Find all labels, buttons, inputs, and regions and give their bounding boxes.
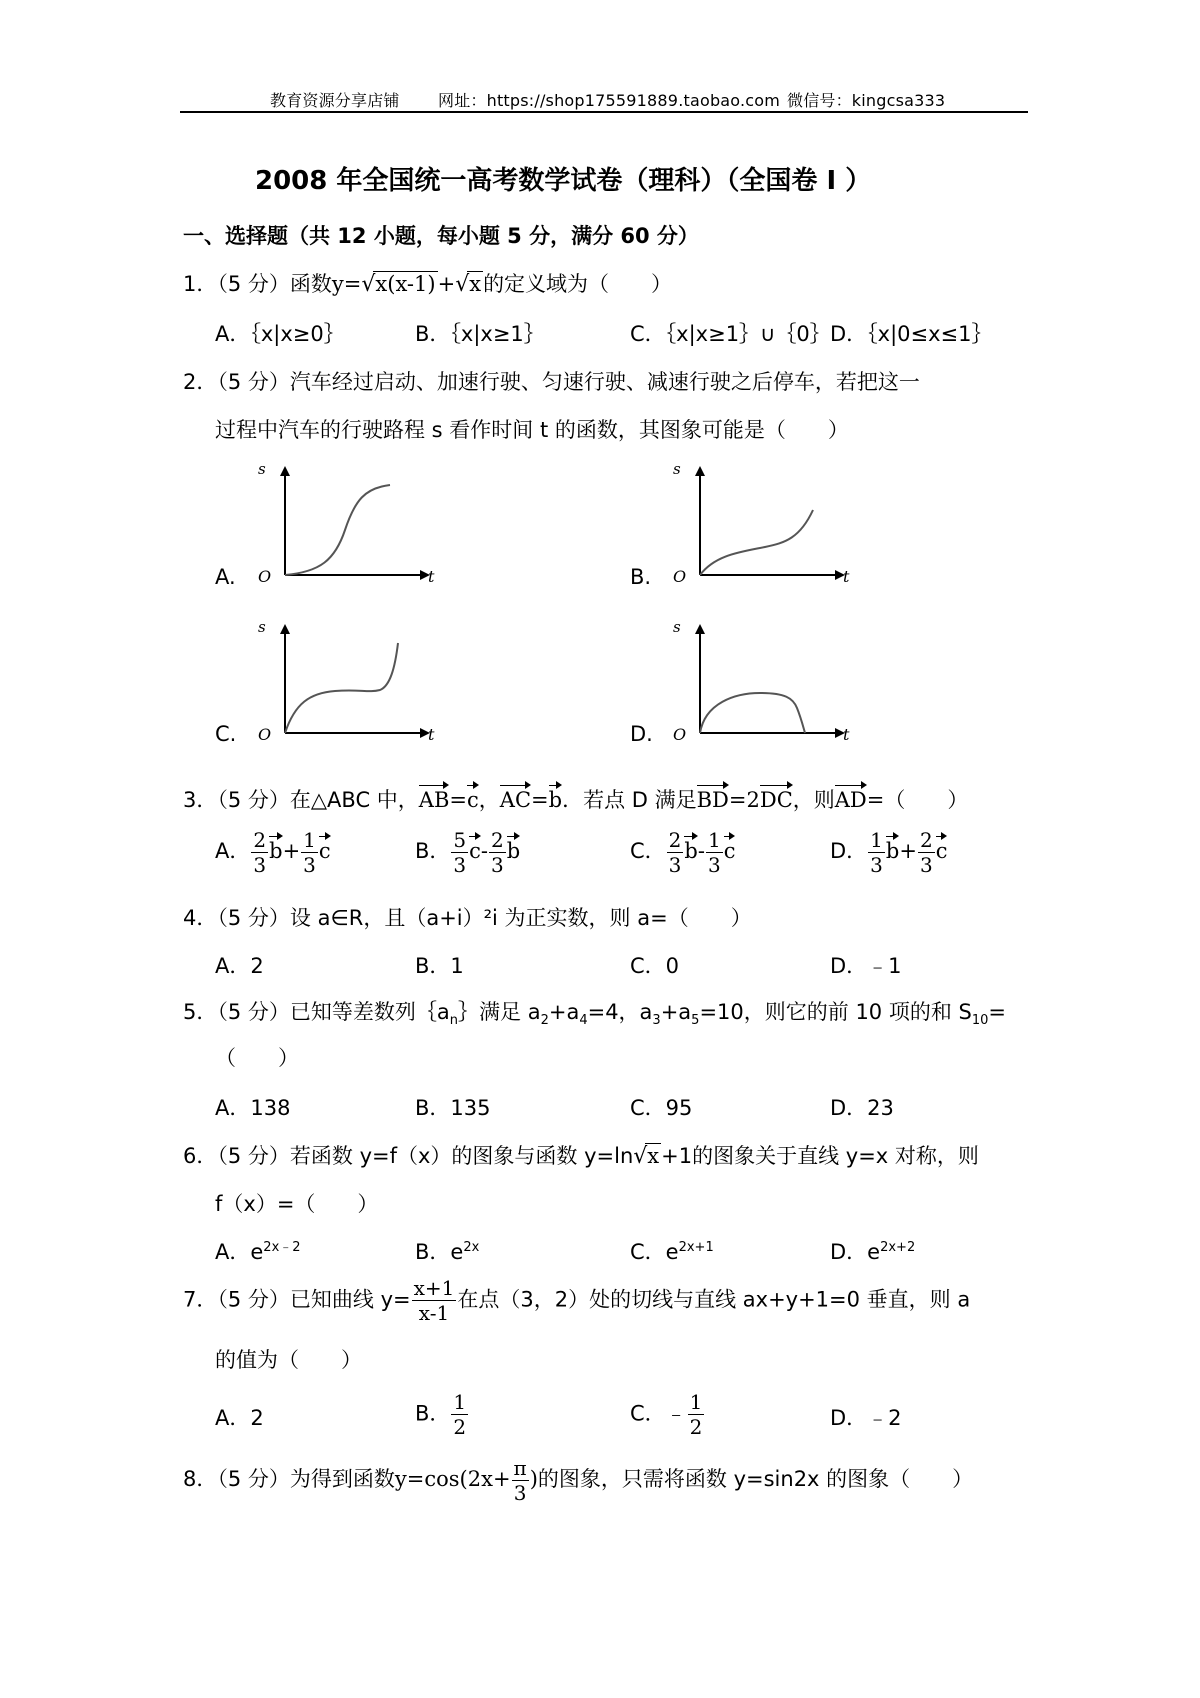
- q2a-s-label: s: [258, 460, 266, 478]
- q2b-t-label: t: [843, 567, 850, 586]
- question-8: [183, 1458, 973, 1503]
- q1-option-c[interactable]: C．｛x|x≥1｝∪｛0｝: [630, 322, 831, 346]
- page-title: 2008 年全国统一高考数学试卷（理科）（全国卷 I ）: [255, 166, 872, 196]
- q3-option-c[interactable]: C． $\frac{2}{3}$ b- $\frac{1}{3}$ c: [630, 828, 736, 877]
- q7-suffix: 在点（3，2）处的切线与直线 ax+y+1=0 垂直，则 a: [457, 1287, 971, 1312]
- q2b-origin: O: [673, 567, 687, 586]
- q2-graph-d[interactable]: [665, 618, 855, 748]
- q6-prefix: 6．（5 分）若函数 y=f（x）的图象与函数 y=ln: [183, 1144, 634, 1168]
- q7-option-a[interactable]: A．2: [215, 1406, 264, 1430]
- q2c-origin: O: [258, 725, 272, 744]
- q3-prefix: 3．（5 分）在△ABC 中，: [183, 788, 419, 812]
- q6-option-a[interactable]: A．$e^{2x﹣2}$: [215, 1240, 301, 1264]
- q2c-t-label: t: [428, 725, 435, 744]
- q8-formula: y=cos(2x+ $\frac{\pi}{3}$ ): [394, 1456, 538, 1505]
- q2c-s-label: s: [258, 618, 266, 636]
- q2-option-d-label[interactable]: D.: [630, 722, 653, 746]
- q4-option-a[interactable]: A．2: [215, 954, 264, 978]
- q2-option-c-label[interactable]: C.: [215, 722, 237, 746]
- q2-line1: 2．（5 分）汽车经过启动、加速行驶、匀速行驶、减速行驶之后停车，若把这一: [183, 370, 920, 394]
- q3-option-a[interactable]: A． $\frac{2}{3}$ b+ $\frac{1}{3}$ c: [215, 828, 331, 877]
- q2-option-a-label[interactable]: A.: [215, 565, 236, 589]
- q2a-origin: O: [258, 567, 272, 586]
- q5-option-c[interactable]: C．95: [630, 1096, 693, 1120]
- question-3: 3．（5 分）在△ABC 中，AB=c，AC=b．若点 D 满足BD=2DC，则AD=（ ）: [183, 788, 969, 812]
- q3-mid: ．若点 D 满足: [562, 788, 697, 812]
- question-7: [183, 1278, 970, 1323]
- q8-prefix: 8．（5 分）为得到函数: [183, 1467, 395, 1491]
- q8-suffix: 的图象，只需将函数 y=sin2x 的图象（ ）: [537, 1467, 974, 1491]
- q3-tail: （ ）: [884, 788, 969, 812]
- q1-prefix: 1．（5 分）函数: [183, 272, 332, 296]
- q5-option-b[interactable]: B．135: [415, 1096, 491, 1120]
- q2d-t-label: t: [843, 725, 850, 744]
- question-1: [183, 268, 672, 298]
- q7-fraction: $\frac{x+1}{x-1}$: [413, 1276, 455, 1325]
- section-heading: 一、选择题（共 12 小题，每小题 5 分，满分 60 分）: [183, 224, 699, 248]
- q3-end: ，则: [792, 788, 835, 812]
- q6-option-b[interactable]: B．$e^{2x}$: [415, 1240, 480, 1264]
- header-wechat: 微信号：kingcsa333: [787, 91, 946, 110]
- header-rule: [180, 111, 1028, 113]
- q2-graph-c[interactable]: [250, 618, 440, 748]
- q2b-s-label: s: [673, 460, 681, 478]
- q7-prefix: 7．（5 分）已知曲线 y=: [183, 1287, 411, 1312]
- q6-line2: f（x）=（ ）: [215, 1192, 379, 1216]
- question-4: 4．（5 分）设 a∈R，且（a+i）²i 为正实数，则 a=（ ）: [183, 906, 752, 930]
- q6-option-d[interactable]: D．$e^{2x+2}$: [830, 1240, 916, 1264]
- header-shop: 教育资源分享店铺: [270, 91, 400, 110]
- q1-option-d[interactable]: D．｛x|0≤x≤1｝: [830, 322, 993, 346]
- q5-line2: （ ）: [215, 1046, 299, 1070]
- header-url[interactable]: 网址：https://shop175591889.taobao.com: [438, 91, 781, 110]
- question-6: 6．（5 分）若函数 y=f（x）的图象与函数 y=ln√x+1的图象关于直线 y=x 对称，则: [183, 1144, 979, 1169]
- q1-formula: y=√x(x-1)+√x: [331, 272, 482, 297]
- q7-option-d[interactable]: D．﹣2: [830, 1406, 902, 1430]
- q6-option-c[interactable]: C．$e^{2x+1}$: [630, 1240, 714, 1264]
- question-5: 5．（5 分）已知等差数列$\{a_n\}$满足 $a_2+a_4=4$，$a_3+a_5=10$，则它的前 10 项的和 $S_{10}=$: [183, 1000, 1007, 1029]
- q5-option-a[interactable]: A．138: [215, 1096, 291, 1120]
- q7-option-b[interactable]: B． $\frac{1}{2}$: [415, 1390, 467, 1439]
- q2a-t-label: t: [428, 567, 435, 586]
- q2d-origin: O: [673, 725, 687, 744]
- q2-option-b-label[interactable]: B.: [630, 565, 652, 589]
- q2d-s-label: s: [673, 618, 681, 636]
- q5-option-d[interactable]: D．23: [830, 1096, 894, 1120]
- q1-option-a[interactable]: A．｛x|x≥0｝: [215, 322, 345, 346]
- q6-suffix: +1的图象关于直线 y=x 对称，则: [661, 1144, 979, 1168]
- q1-option-b[interactable]: B．｛x|x≥1｝: [415, 322, 545, 346]
- q4-option-b[interactable]: B．1: [415, 954, 464, 978]
- q4-option-d[interactable]: D．﹣1: [830, 954, 902, 978]
- q3-option-d[interactable]: D． $\frac{1}{3}$ b+ $\frac{2}{3}$ c: [830, 828, 948, 877]
- q7-option-c[interactable]: C．﹣ $\frac{1}{2}$: [630, 1390, 703, 1439]
- q1-suffix: 的定义域为（ ）: [483, 272, 673, 296]
- q7-line2: 的值为（ ）: [215, 1348, 362, 1372]
- q3-option-b[interactable]: B． $\frac{5}{3}$ c- $\frac{2}{3}$ b: [415, 828, 521, 877]
- q2-graph-b[interactable]: [665, 460, 855, 590]
- q4-option-c[interactable]: C．0: [630, 954, 680, 978]
- q2-line2: 过程中汽车的行驶路程 s 看作时间 t 的函数，其图象可能是（ ）: [215, 418, 849, 442]
- q2-graph-a[interactable]: [250, 460, 440, 590]
